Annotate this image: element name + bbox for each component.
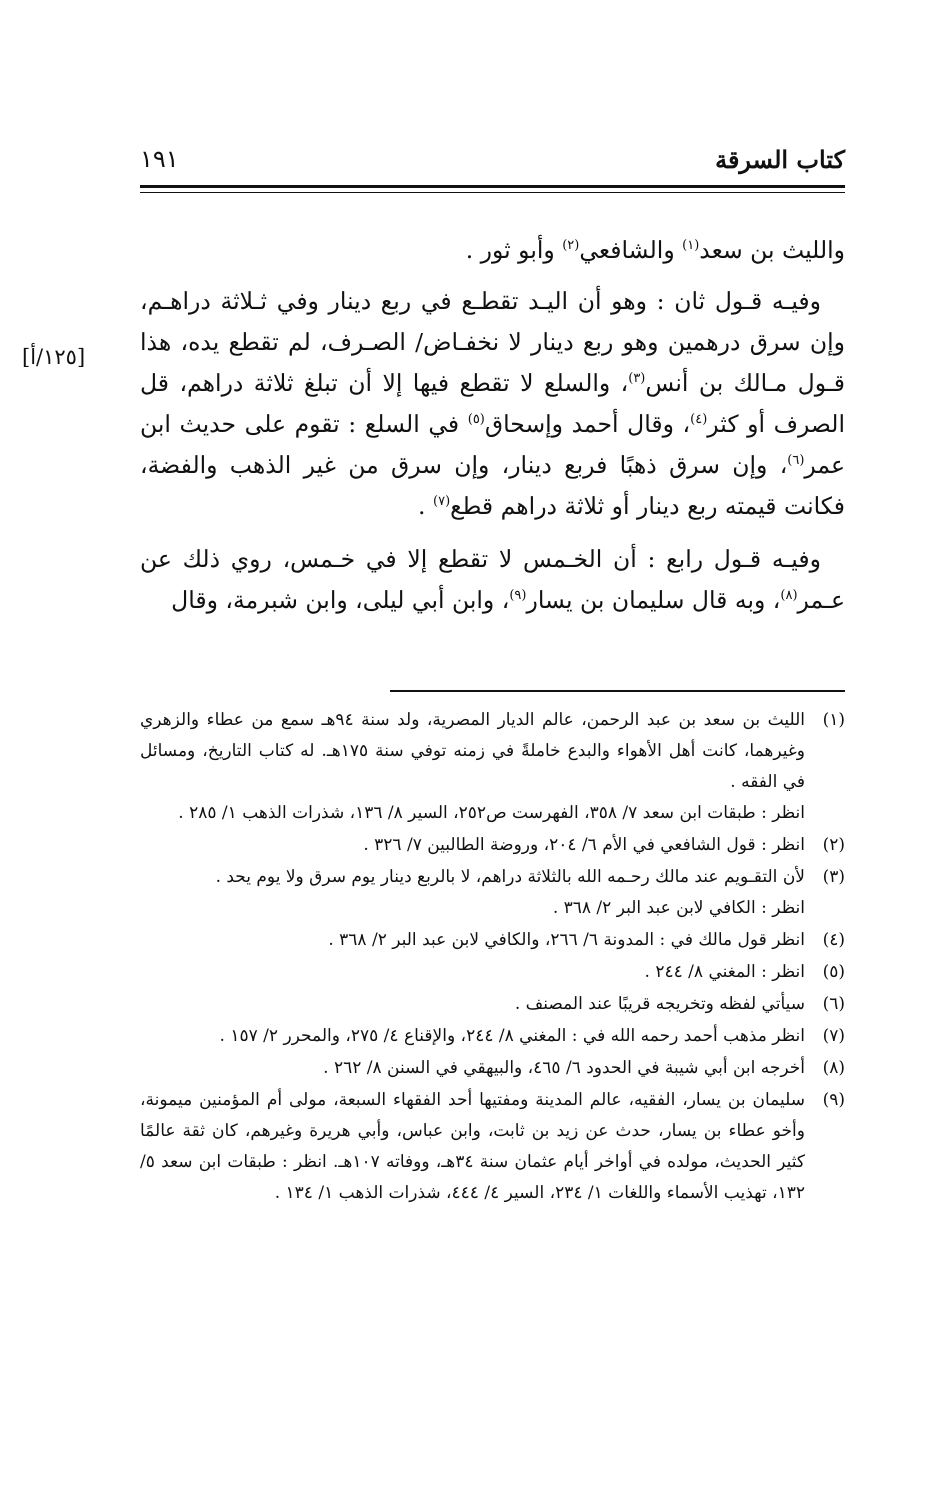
text-run: ، وبه قال سليمان بن يسار [526, 586, 781, 614]
footnote-number: (٧) [822, 1026, 845, 1046]
footnotes [140, 705, 845, 1210]
text-run: . [418, 492, 433, 520]
paragraph-1 [140, 230, 845, 271]
footnote-ref: (٢) [562, 238, 580, 254]
footnote-text: انظر قول مالك في : المدونة ٦/ ٢٦٦، والكافي لابن عبد البر ٢/ ٣٦٨ . [328, 930, 805, 950]
text-run: ، وقال أحمد وإسحاق [484, 410, 691, 438]
footnote-text: انظر مذهب أحمد رحمه الله في : المغني ٨/ ٢٤٤، والإقناع ٤/ ٢٧٥، والمحرر ٢/ ١٥٧ . [219, 1026, 805, 1046]
footnote-number: (٩) [822, 1090, 845, 1110]
text-run: والليث بن سعد [699, 236, 845, 264]
footnote-9 [140, 1085, 845, 1209]
footnote-text: سيأتي لفظه وتخريجه قريبًا عند المصنف . [514, 994, 805, 1014]
footnote-ref: (٩) [509, 588, 527, 604]
footnote-text: أخرجه ابن أبي شيبة في الحدود ٦/ ٤٦٥، والبيهقي في السنن ٨/ ٢٦٢ . [323, 1058, 805, 1078]
manuscript-folio-note: [١٢٥/أ] [22, 345, 86, 369]
text-run: وأبو ثور . [465, 236, 563, 264]
footnote-ref: (١) [682, 238, 700, 254]
text-run: ، وإن سرق ذهبًا فربع دينار، وإن سرق من غير الذهب والفضة، فكانت قيمته ربع دينار أو ثلاثة دراهم قطع [140, 451, 845, 520]
footnote-number: (٤) [822, 930, 845, 950]
main-text [140, 230, 845, 621]
footnote-reference: انظر : طبقات ابن سعد ٧/ ٣٥٨، الفهرست ص٢٥٢، السير ٨/ ١٣٦، شذرات الذهب ١/ ٢٨٥ . [178, 803, 805, 823]
paragraph-3 [140, 539, 845, 621]
footnote-number: (٥) [822, 962, 845, 982]
footnote-ref: (٨) [780, 588, 798, 604]
footnote-number: (٣) [822, 867, 845, 887]
footnote-number: (٦) [822, 994, 845, 1014]
paragraph-2 [140, 281, 845, 527]
footnote-6 [140, 989, 845, 1020]
chapter-title: كتاب السرقة [715, 145, 845, 174]
footnote-separator [390, 690, 845, 692]
page-header [140, 143, 845, 177]
text-run: في السلع : تقوم على حديث ابن عمر [140, 410, 845, 479]
footnote-text: الليث بن سعد بن عبد الرحمن، عالم الديار المصرية، ولد سنة ٩٤هـ سمع من عطاء والزهري وغيرهما، كانت أهل الأهواء والبدع خاملةً في زمنه توفي سنة ١٧٥هـ. له كتاب التاريخ، ومسائل في الفقه . [140, 710, 806, 792]
footnote-ref: (٧) [433, 494, 451, 510]
header-rule-thick [140, 185, 845, 188]
footnote-ref: (٦) [787, 453, 805, 469]
text-run: ، والسلع لا تقطع فيها إلا أن تبلغ ثلاثة دراهم، قل الصرف أو كثر [140, 369, 845, 438]
footnote-1 [140, 705, 845, 829]
footnote-4 [140, 925, 845, 956]
footnote-text: لأن التقـويم عند مالك رحـمه الله بالثلاثة دراهم، لا بالربع دينار يوم سرق ولا يوم يحد . [215, 867, 805, 887]
footnote-7 [140, 1021, 845, 1052]
text-run: وفيـه قـول ثان : وهو أن اليـد تقطـع في ربع دينار وفي ثـلاثة دراهـم، وإن سرق درهمين وهو ربع دينار لا نخفـاض/ الصـرف، لم تقطع يده، هذا قـول مـالك بن أنس [140, 287, 845, 397]
footnote-5 [140, 957, 845, 988]
footnote-text: انظر : المغني ٨/ ٢٤٤ . [644, 962, 805, 982]
footnote-reference: انظر : الكافي لابن عبد البر ٢/ ٣٦٨ . [552, 898, 805, 918]
footnote-number: (٢) [822, 835, 845, 855]
footnote-number: (١) [822, 710, 845, 730]
text-run: وفيـه قـول رابع : أن الخـمس لا تقطع إلا في خـمس، روي ذلك عن عـمر [140, 545, 845, 614]
footnote-8 [140, 1053, 845, 1084]
text-run: ، وابن أبي ليلى، وابن شبرمة، وقال [171, 586, 510, 614]
footnote-number: (٨) [822, 1058, 845, 1078]
footnote-text: انظر : قول الشافعي في الأم ٦/ ٢٠٤، وروضة الطالبين ٧/ ٣٢٦ . [363, 835, 805, 855]
text-run: والشافعي [579, 236, 683, 264]
footnote-text: سليمان بن يسار، الفقيه، عالم المدينة ومفتيها أحد الفقهاء السبعة، مولى أم المؤمنين ميمونة، وأخو عطاء بن يسار، حدث عن زيد بن ثابت، وابن عباس، وأبي هريرة وغيرهم، كان ثقة عالمًا كثير الحديث، مولده في أواخر أيام عثمان سنة ٣٤هـ، ووفاته ١٠٧هـ. انظر : طبقات ابن سعد ٥/ ١٣٢، تهذيب الأسماء واللغات ١/ ٢٣٤، السير ٤/ ٤٤٤، شذرات الذهب ١/ ١٣٤ . [140, 1090, 805, 1203]
header-rule-thin [140, 192, 845, 193]
footnote-2 [140, 830, 845, 861]
footnote-ref: (٣) [628, 371, 646, 387]
page-number: ١٩١ [140, 145, 179, 173]
footnote-ref: (٤) [690, 412, 708, 428]
footnote-ref: (٥) [467, 412, 485, 428]
footnote-3 [140, 862, 845, 924]
